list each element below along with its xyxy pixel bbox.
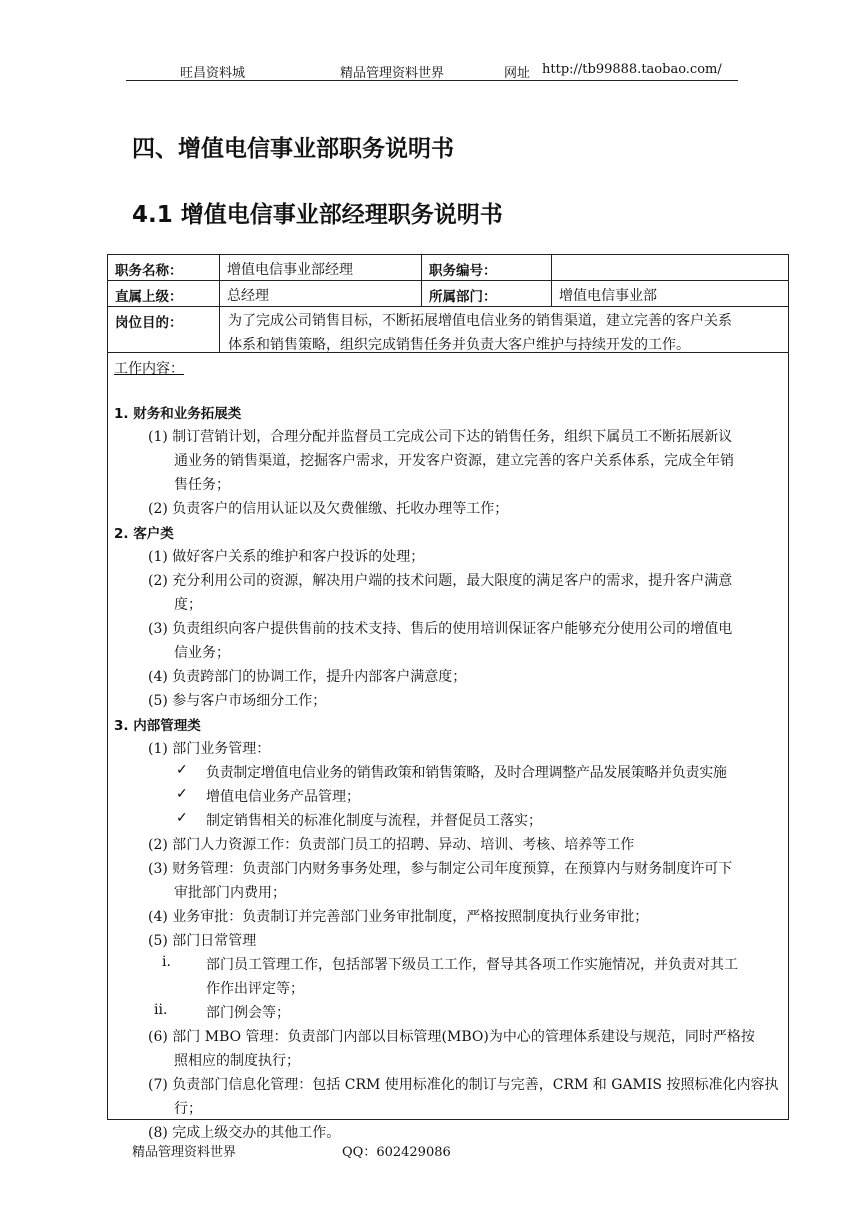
roman-marker: ii. xyxy=(154,1002,168,1018)
section-heading-customer: 2. 客户类 xyxy=(114,526,174,542)
list-item: (3) 负责组织向客户提供售前的技术支持、售后的使用培训保证客户能够充分使用公司的增值电 xyxy=(148,621,733,637)
list-item: (6) 部门 MBO 管理：负责部门内部以目标管理(MBO)为中心的管理体系建设与规范，同时严格按 xyxy=(148,1029,755,1045)
cell-value-job-code xyxy=(552,255,788,280)
table-row-title xyxy=(108,255,788,281)
purpose-line-2: 体系和销售策略，组织完成销售任务并负责大客户维护与持续开发的工作。 xyxy=(228,337,690,353)
bullet-item: 负责制定增值电信业务的销售政策和销售策略，及时合理调整产品发展策略并负责实施 xyxy=(206,765,727,781)
list-item: (5) 部门日常管理 xyxy=(148,933,257,949)
bullet-item: 增值电信业务产品管理； xyxy=(206,789,360,805)
job-description-table xyxy=(107,254,789,1141)
list-item: (1) 做好客户关系的维护和客户投诉的处理； xyxy=(148,549,425,565)
section-heading-internal: 3. 内部管理类 xyxy=(114,718,201,734)
list-item: (4) 业务审批：负责制订并完善部门业务审批制度，严格按照制度执行业务审批； xyxy=(148,909,649,925)
roman-marker: i. xyxy=(162,954,171,970)
list-item-continued: 通业务的销售渠道，挖掘客户需求，开发客户资源，建立完善的客户关系体系，完成全年销 xyxy=(174,453,734,469)
section-heading-finance: 1. 财务和业务拓展类 xyxy=(114,406,242,422)
list-item-continued: 售任务； xyxy=(174,477,230,493)
sub-item: 部门员工管理工作，包括部署下级员工工作，督导其各项工作实施情况，并负责对其工 xyxy=(206,957,738,973)
list-item-continued: 度； xyxy=(174,597,202,613)
footer-site-name: 精品管理资料世界 xyxy=(132,1145,237,1160)
list-item: (7) 负责部门信息化管理：包括 CRM 使用标准化的制订与完善，CRM 和 GAMIS 按照标准化内容执 xyxy=(148,1077,779,1093)
list-item-continued: 行； xyxy=(174,1101,202,1117)
bullet-item: 制定销售相关的标准化制度与流程，并督促员工落实； xyxy=(206,813,542,829)
purpose-line-1: 为了完成公司销售目标，不断拓展增值电信业务的销售渠道，建立完善的客户关系 xyxy=(228,313,732,329)
list-item: (3) 财务管理：负责部门内财务事务处理，参与制定公司年度预算，在预算内与财务制度许可下 xyxy=(148,861,733,877)
table-row-supervisor xyxy=(108,281,788,307)
header-site-name: 旺昌资料城 xyxy=(180,66,246,81)
list-item: (2) 部门人力资源工作：负责部门员工的招聘、异动、培训、考核、培养等工作 xyxy=(148,837,635,853)
header-url-link[interactable]: http://tb99888.taobao.com/ xyxy=(542,62,722,77)
cell-label-department: 所属部门： xyxy=(422,281,552,306)
cell-label-supervisor: 直属上级： xyxy=(108,281,220,306)
list-item: (4) 负责跨部门的协调工作，提升内部客户满意度； xyxy=(148,669,467,685)
footer-qq: QQ：602429086 xyxy=(342,1145,451,1160)
list-item-continued: 照相应的制度执行； xyxy=(174,1053,300,1069)
cell-label-job-name: 职务名称： xyxy=(108,255,220,280)
list-item: (2) 充分利用公司的资源，解决用户端的技术问题，最大限度的满足客户的需求，提升客户满意 xyxy=(148,573,733,589)
list-item: (1) 制订营销计划，合理分配并监督员工完成公司下达的销售任务，组织下属员工不断拓展新议 xyxy=(148,429,733,445)
cell-label-job-code: 职务编号： xyxy=(422,255,552,280)
checkmark-icon: ✓ xyxy=(176,786,188,802)
checkmark-icon: ✓ xyxy=(176,762,188,778)
section-title: 4.1 增值电信事业部经理职务说明书 xyxy=(132,202,503,228)
header-center-text: 精品管理资料世界 xyxy=(340,66,445,81)
sub-item-continued: 作作出评定等； xyxy=(206,981,304,997)
list-item-continued: 信业务； xyxy=(174,645,230,661)
header-url-label: 网址 xyxy=(504,66,531,81)
sub-item: 部门例会等； xyxy=(206,1005,290,1021)
cell-value-job-name: 增值电信事业部经理 xyxy=(220,255,422,280)
list-item: (2) 负责客户的信用认证以及欠费催缴、托收办理等工作； xyxy=(148,501,509,517)
list-item: (1) 部门业务管理： xyxy=(148,741,271,757)
cell-value-department: 增值电信事业部 xyxy=(559,288,657,304)
list-item-continued: 审批部门内费用； xyxy=(174,885,286,901)
list-item: (5) 参与客户市场细分工作； xyxy=(148,693,327,709)
cell-value-purpose xyxy=(220,307,788,352)
page-title: 四、增值电信事业部职务说明书 xyxy=(132,136,454,162)
list-item: (8) 完成上级交办的其他工作。 xyxy=(148,1125,341,1141)
cell-label-purpose: 岗位目的： xyxy=(108,307,220,352)
table-row-purpose xyxy=(108,307,788,353)
cell-value-supervisor: 总经理 xyxy=(220,281,422,306)
page-header xyxy=(126,60,738,81)
checkmark-icon: ✓ xyxy=(176,810,188,826)
work-heading: 工作内容： xyxy=(114,361,184,377)
